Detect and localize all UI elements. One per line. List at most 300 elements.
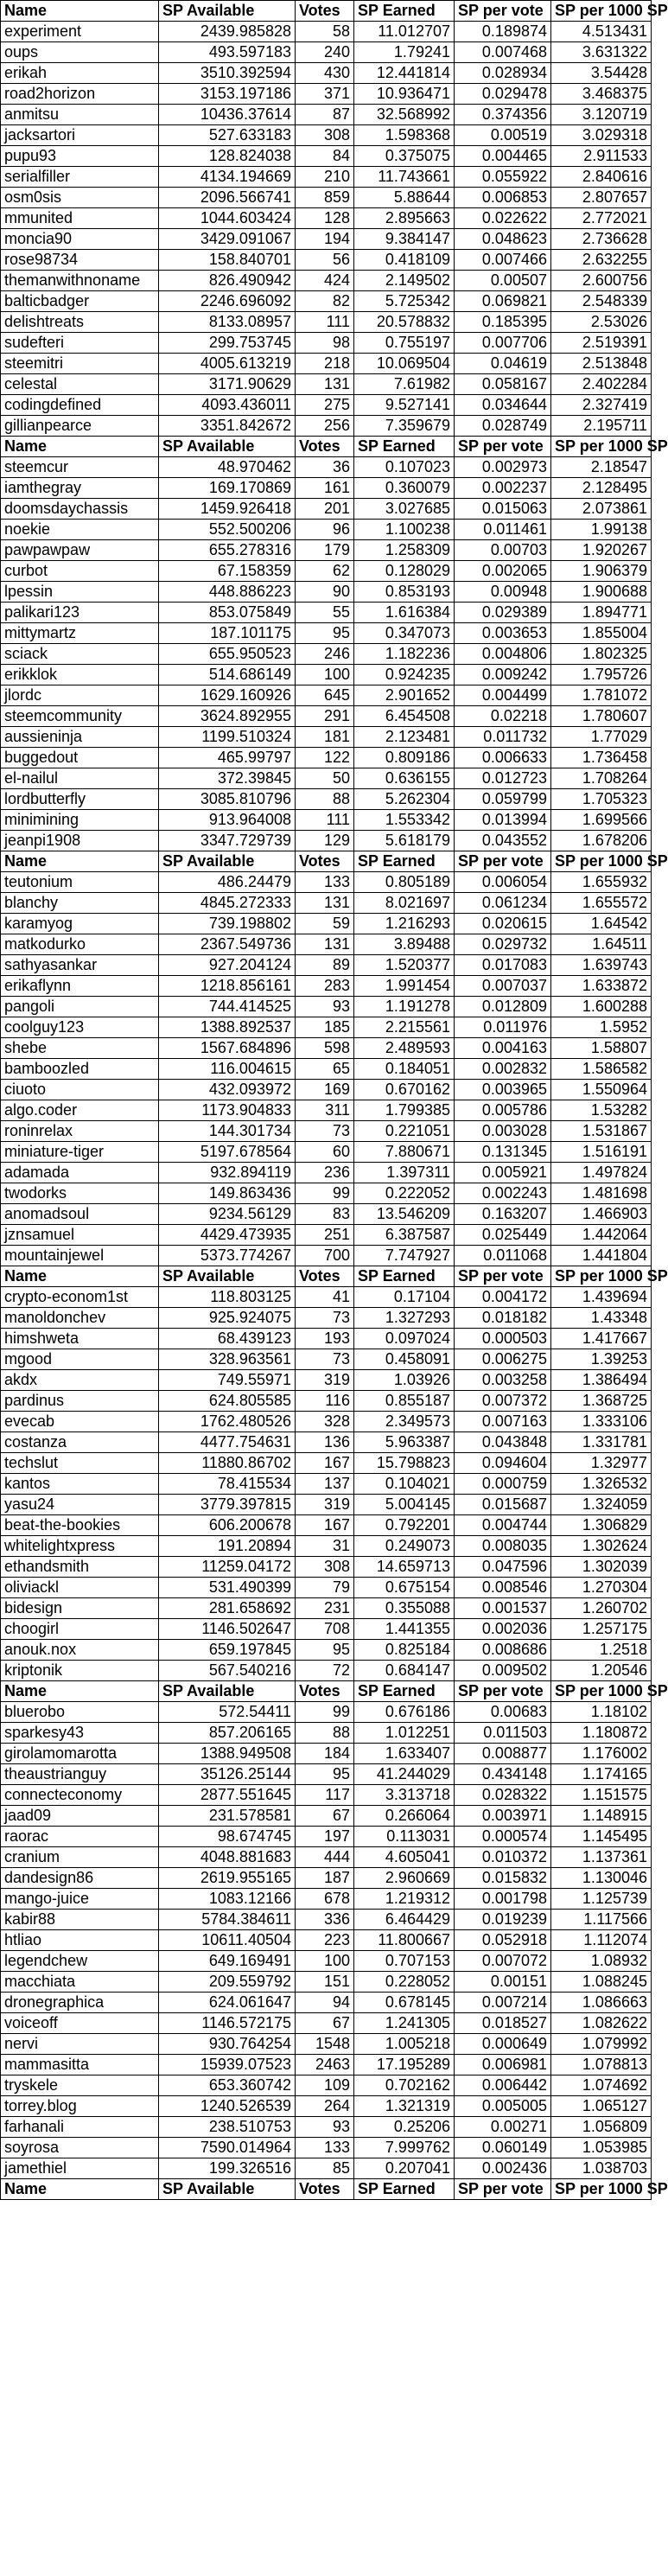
table-row — [1, 768, 652, 789]
cell-sp-per-1000-sp: 3.631322 — [551, 42, 652, 63]
column-header-sp-per-1000-sp: SP per 1000 SP — [551, 1266, 652, 1287]
table-row — [1, 105, 652, 125]
cell-name: kriptonik — [1, 1661, 159, 1681]
cell-name: akdx — [1, 1370, 159, 1391]
cell-votes: 111 — [296, 312, 354, 333]
cell-sp-earned: 0.678145 — [354, 1993, 455, 2013]
cell-name: pawpawpaw — [1, 540, 159, 561]
cell-sp-available: 5197.678564 — [159, 1142, 296, 1163]
cell-sp-per-vote: 0.060149 — [455, 2138, 551, 2158]
column-header-sp-earned: SP Earned — [354, 851, 455, 872]
table-row — [1, 146, 652, 167]
cell-sp-available: 913.964008 — [159, 810, 296, 831]
cell-sp-per-vote: 0.374356 — [455, 105, 551, 125]
cell-name: crypto-econom1st — [1, 1287, 159, 1308]
table-row — [1, 644, 652, 665]
cell-votes: 210 — [296, 167, 354, 188]
cell-sp-earned: 0.825184 — [354, 1640, 455, 1661]
cell-sp-earned: 1.327293 — [354, 1308, 455, 1329]
table-row — [1, 1308, 652, 1329]
cell-sp-available: 67.158359 — [159, 561, 296, 582]
cell-sp-earned: 0.113031 — [354, 1827, 455, 1847]
table-row — [1, 1640, 652, 1661]
column-header-sp-earned: SP Earned — [354, 1266, 455, 1287]
cell-sp-per-vote: 0.003965 — [455, 1080, 551, 1100]
cell-name: costanza — [1, 1432, 159, 1453]
table-row — [1, 2075, 652, 2096]
cell-sp-available: 1173.904833 — [159, 1100, 296, 1121]
cell-sp-available: 231.578581 — [159, 1806, 296, 1827]
cell-votes: 169 — [296, 1080, 354, 1100]
cell-name: choogirl — [1, 1619, 159, 1640]
cell-sp-per-vote: 0.006853 — [455, 188, 551, 208]
cell-sp-per-1000-sp: 1.639743 — [551, 955, 652, 976]
cell-sp-earned: 14.659713 — [354, 1557, 455, 1578]
cell-name: palikari123 — [1, 603, 159, 623]
cell-sp-available: 4134.194669 — [159, 167, 296, 188]
cell-sp-earned: 2.489593 — [354, 1038, 455, 1059]
cell-sp-earned: 7.747927 — [354, 1246, 455, 1266]
cell-sp-per-vote: 0.163207 — [455, 1204, 551, 1225]
column-header-votes: Votes — [296, 1, 354, 22]
cell-sp-per-vote: 0.000649 — [455, 2034, 551, 2055]
table-row — [1, 1557, 652, 1578]
cell-sp-available: 624.061647 — [159, 1993, 296, 2013]
cell-name: theaustrianguy — [1, 1764, 159, 1785]
column-header-sp-per-vote: SP per vote — [455, 1266, 551, 1287]
cell-sp-per-1000-sp: 1.417667 — [551, 1329, 652, 1349]
column-header-sp-per-1000-sp: SP per 1000 SP — [551, 437, 652, 457]
table-row — [1, 333, 652, 354]
cell-sp-earned: 11.012707 — [354, 22, 455, 42]
cell-name: steemitri — [1, 354, 159, 374]
cell-name: evecab — [1, 1412, 159, 1432]
cell-name: girolamomarotta — [1, 1744, 159, 1764]
cell-sp-per-vote: 0.011976 — [455, 1017, 551, 1038]
cell-name: celestal — [1, 374, 159, 395]
table-row — [1, 872, 652, 893]
table-row — [1, 1951, 652, 1972]
cell-votes: 708 — [296, 1619, 354, 1640]
cell-votes: 133 — [296, 2138, 354, 2158]
cell-votes: 55 — [296, 603, 354, 623]
cell-sp-per-vote: 0.00151 — [455, 1972, 551, 1993]
cell-sp-per-1000-sp: 1.736458 — [551, 748, 652, 768]
cell-votes: 133 — [296, 872, 354, 893]
table-row — [1, 1806, 652, 1827]
cell-votes: 95 — [296, 1764, 354, 1785]
column-header-sp-per-1000-sp: SP per 1000 SP — [551, 851, 652, 872]
column-header-votes: Votes — [296, 2179, 354, 2200]
cell-name: bamboozled — [1, 1059, 159, 1080]
cell-name: nervi — [1, 2034, 159, 2055]
table-row — [1, 810, 652, 831]
cell-sp-earned: 0.097024 — [354, 1329, 455, 1349]
header-row — [1, 1266, 652, 1287]
cell-sp-per-1000-sp: 1.900688 — [551, 582, 652, 603]
cell-sp-earned: 3.89488 — [354, 934, 455, 955]
cell-sp-available: 927.204124 — [159, 955, 296, 976]
cell-sp-available: 238.510753 — [159, 2117, 296, 2138]
table-row — [1, 2034, 652, 2055]
cell-votes: 60 — [296, 1142, 354, 1163]
cell-sp-per-vote: 0.058167 — [455, 374, 551, 395]
cell-sp-available: 128.824038 — [159, 146, 296, 167]
table-row — [1, 789, 652, 810]
cell-name: jlordc — [1, 685, 159, 706]
cell-sp-per-vote: 0.007372 — [455, 1391, 551, 1412]
cell-sp-available: 48.970462 — [159, 457, 296, 478]
cell-sp-per-vote: 0.006442 — [455, 2075, 551, 2096]
cell-sp-per-1000-sp: 1.386494 — [551, 1370, 652, 1391]
cell-sp-per-vote: 0.015832 — [455, 1868, 551, 1889]
cell-votes: 111 — [296, 810, 354, 831]
cell-votes: 136 — [296, 1432, 354, 1453]
cell-votes: 94 — [296, 1993, 354, 2013]
cell-sp-available: 11259.04172 — [159, 1557, 296, 1578]
table-row — [1, 1329, 652, 1349]
cell-name: cranium — [1, 1847, 159, 1868]
cell-votes: 73 — [296, 1349, 354, 1370]
cell-sp-available: 15939.07523 — [159, 2055, 296, 2075]
cell-sp-per-1000-sp: 1.802325 — [551, 644, 652, 665]
column-header-sp-earned: SP Earned — [354, 1681, 455, 1702]
cell-sp-per-vote: 0.007037 — [455, 976, 551, 997]
cell-sp-earned: 0.355088 — [354, 1598, 455, 1619]
cell-sp-per-1000-sp: 1.148915 — [551, 1806, 652, 1827]
cell-sp-per-vote: 0.004744 — [455, 1515, 551, 1536]
cell-votes: 598 — [296, 1038, 354, 1059]
cell-sp-available: 116.004615 — [159, 1059, 296, 1080]
cell-name: steemcur — [1, 457, 159, 478]
cell-name: gillianpearce — [1, 416, 159, 437]
cell-sp-per-1000-sp: 2.073861 — [551, 499, 652, 520]
cell-sp-available: 1762.480526 — [159, 1412, 296, 1432]
cell-sp-available: 7590.014964 — [159, 2138, 296, 2158]
column-header-name: Name — [1, 2179, 159, 2200]
cell-sp-per-vote: 0.043848 — [455, 1432, 551, 1453]
cell-votes: 151 — [296, 1972, 354, 1993]
cell-votes: 129 — [296, 831, 354, 851]
table-row — [1, 1349, 652, 1370]
column-header-sp-available: SP Available — [159, 851, 296, 872]
cell-sp-earned: 1.216293 — [354, 914, 455, 934]
table-row — [1, 416, 652, 437]
cell-sp-available: 486.24479 — [159, 872, 296, 893]
cell-votes: 223 — [296, 1930, 354, 1951]
cell-sp-available: 11880.86702 — [159, 1453, 296, 1474]
table-row — [1, 1142, 652, 1163]
cell-name: adamada — [1, 1163, 159, 1183]
cell-votes: 87 — [296, 105, 354, 125]
cell-sp-earned: 3.027685 — [354, 499, 455, 520]
cell-sp-per-vote: 0.04619 — [455, 354, 551, 374]
table-row — [1, 893, 652, 914]
cell-sp-earned: 1.79241 — [354, 42, 455, 63]
cell-name: serialfiller — [1, 167, 159, 188]
cell-sp-available: 10436.37614 — [159, 105, 296, 125]
cell-sp-available: 567.540216 — [159, 1661, 296, 1681]
cell-sp-earned: 0.805189 — [354, 872, 455, 893]
table-row — [1, 976, 652, 997]
column-header-name: Name — [1, 1681, 159, 1702]
cell-sp-available: 118.803125 — [159, 1287, 296, 1308]
table-row — [1, 1204, 652, 1225]
cell-sp-per-1000-sp: 1.079992 — [551, 2034, 652, 2055]
cell-sp-per-1000-sp: 2.128495 — [551, 478, 652, 499]
table-row — [1, 271, 652, 291]
table-row — [1, 22, 652, 42]
table-row — [1, 831, 652, 851]
cell-sp-earned: 1.616384 — [354, 603, 455, 623]
column-header-votes: Votes — [296, 1681, 354, 1702]
cell-sp-per-vote: 0.007163 — [455, 1412, 551, 1432]
table-row — [1, 208, 652, 229]
cell-sp-per-vote: 0.061234 — [455, 893, 551, 914]
cell-sp-per-1000-sp: 2.513848 — [551, 354, 652, 374]
cell-sp-per-vote: 0.029478 — [455, 84, 551, 105]
cell-votes: 116 — [296, 1391, 354, 1412]
cell-sp-per-vote: 0.000759 — [455, 1474, 551, 1495]
table-row — [1, 561, 652, 582]
cell-sp-per-vote: 0.043552 — [455, 831, 551, 851]
cell-votes: 167 — [296, 1515, 354, 1536]
cell-votes: 96 — [296, 520, 354, 540]
cell-sp-per-vote: 0.189874 — [455, 22, 551, 42]
cell-sp-available: 3171.90629 — [159, 374, 296, 395]
table-row — [1, 1370, 652, 1391]
table-row — [1, 540, 652, 561]
cell-sp-earned: 1.598368 — [354, 125, 455, 146]
cell-votes: 62 — [296, 561, 354, 582]
table-row — [1, 1391, 652, 1412]
table-row — [1, 1744, 652, 1764]
cell-sp-per-1000-sp: 2.53026 — [551, 312, 652, 333]
cell-name: jamethiel — [1, 2158, 159, 2179]
cell-sp-per-vote: 0.010372 — [455, 1847, 551, 1868]
cell-sp-per-1000-sp: 1.442064 — [551, 1225, 652, 1246]
table-row — [1, 1515, 652, 1536]
cell-name: sparkesy43 — [1, 1723, 159, 1744]
cell-name: buggedout — [1, 748, 159, 768]
cell-name: steemcommunity — [1, 706, 159, 727]
cell-sp-earned: 11.743661 — [354, 167, 455, 188]
table-row — [1, 1100, 652, 1121]
cell-sp-earned: 9.527141 — [354, 395, 455, 416]
cell-name: tryskele — [1, 2075, 159, 2096]
table-row — [1, 1121, 652, 1142]
cell-votes: 93 — [296, 2117, 354, 2138]
cell-name: bidesign — [1, 1598, 159, 1619]
cell-sp-available: 4048.881683 — [159, 1847, 296, 1868]
table-row — [1, 1598, 652, 1619]
cell-name: erikaflynn — [1, 976, 159, 997]
cell-sp-available: 624.805585 — [159, 1391, 296, 1412]
cell-sp-available: 826.490942 — [159, 271, 296, 291]
cell-sp-per-1000-sp: 2.807657 — [551, 188, 652, 208]
cell-sp-per-1000-sp: 1.137361 — [551, 1847, 652, 1868]
cell-sp-earned: 6.464429 — [354, 1910, 455, 1930]
cell-sp-available: 493.597183 — [159, 42, 296, 63]
cell-sp-per-1000-sp: 1.586582 — [551, 1059, 652, 1080]
cell-sp-earned: 1.182236 — [354, 644, 455, 665]
cell-sp-per-vote: 0.005005 — [455, 2096, 551, 2117]
cell-sp-available: 158.840701 — [159, 250, 296, 271]
table-row — [1, 1080, 652, 1100]
cell-sp-available: 930.764254 — [159, 2034, 296, 2055]
cell-name: erikklok — [1, 665, 159, 685]
cell-sp-available: 144.301734 — [159, 1121, 296, 1142]
cell-sp-available: 299.753745 — [159, 333, 296, 354]
cell-sp-per-1000-sp: 1.260702 — [551, 1598, 652, 1619]
cell-name: pardinus — [1, 1391, 159, 1412]
cell-sp-per-1000-sp: 1.441804 — [551, 1246, 652, 1266]
header-row — [1, 1, 652, 22]
cell-sp-earned: 0.809186 — [354, 748, 455, 768]
cell-sp-per-vote: 0.004172 — [455, 1287, 551, 1308]
cell-sp-earned: 1.03926 — [354, 1370, 455, 1391]
cell-sp-available: 199.326516 — [159, 2158, 296, 2179]
cell-sp-per-1000-sp: 1.257175 — [551, 1619, 652, 1640]
cell-sp-available: 2439.985828 — [159, 22, 296, 42]
cell-name: curbot — [1, 561, 159, 582]
cell-sp-available: 1218.856161 — [159, 976, 296, 997]
cell-sp-per-vote: 0.434148 — [455, 1764, 551, 1785]
cell-sp-per-vote: 0.003653 — [455, 623, 551, 644]
cell-sp-per-1000-sp: 1.056809 — [551, 2117, 652, 2138]
cell-sp-per-1000-sp: 1.145495 — [551, 1827, 652, 1847]
cell-name: connecteconomy — [1, 1785, 159, 1806]
cell-name: lpessin — [1, 582, 159, 603]
cell-votes: 137 — [296, 1474, 354, 1495]
column-header-sp-per-1000-sp: SP per 1000 SP — [551, 2179, 652, 2200]
cell-sp-per-vote: 0.002065 — [455, 561, 551, 582]
table-row — [1, 1723, 652, 1744]
cell-sp-available: 1388.892537 — [159, 1017, 296, 1038]
cell-sp-earned: 2.895663 — [354, 208, 455, 229]
table-row — [1, 1578, 652, 1598]
cell-votes: 308 — [296, 125, 354, 146]
cell-sp-per-1000-sp: 1.08932 — [551, 1951, 652, 1972]
cell-name: experiment — [1, 22, 159, 42]
cell-sp-per-1000-sp: 2.18547 — [551, 457, 652, 478]
cell-name: dronegraphica — [1, 1993, 159, 2013]
cell-name: yasu24 — [1, 1495, 159, 1515]
cell-sp-available: 925.924075 — [159, 1308, 296, 1329]
cell-sp-per-vote: 0.004499 — [455, 685, 551, 706]
cell-sp-earned: 0.684147 — [354, 1661, 455, 1681]
cell-sp-available: 1199.510324 — [159, 727, 296, 748]
cell-sp-per-vote: 0.012723 — [455, 768, 551, 789]
cell-votes: 167 — [296, 1453, 354, 1474]
cell-name: torrey.blog — [1, 2096, 159, 2117]
cell-sp-per-1000-sp: 1.466903 — [551, 1204, 652, 1225]
cell-votes: 31 — [296, 1536, 354, 1557]
cell-sp-per-1000-sp: 2.402284 — [551, 374, 652, 395]
cell-sp-earned: 7.999762 — [354, 2138, 455, 2158]
cell-sp-per-vote: 0.006633 — [455, 748, 551, 768]
cell-name: jaad09 — [1, 1806, 159, 1827]
cell-sp-per-vote: 0.052918 — [455, 1930, 551, 1951]
table-row — [1, 623, 652, 644]
cell-name: mmunited — [1, 208, 159, 229]
cell-name: mgood — [1, 1349, 159, 1370]
cell-sp-available: 749.55971 — [159, 1370, 296, 1391]
cell-sp-earned: 0.25206 — [354, 2117, 455, 2138]
cell-sp-available: 5373.774267 — [159, 1246, 296, 1266]
cell-sp-per-1000-sp: 1.125739 — [551, 1889, 652, 1910]
cell-votes: 311 — [296, 1100, 354, 1121]
cell-sp-earned: 1.012251 — [354, 1723, 455, 1744]
cell-sp-per-1000-sp: 2.736628 — [551, 229, 652, 250]
cell-sp-per-1000-sp: 1.894771 — [551, 603, 652, 623]
cell-votes: 65 — [296, 1059, 354, 1080]
cell-sp-earned: 17.195289 — [354, 2055, 455, 2075]
cell-sp-per-vote: 0.02218 — [455, 706, 551, 727]
cell-name: voiceoff — [1, 2013, 159, 2034]
cell-sp-per-vote: 0.019239 — [455, 1910, 551, 1930]
cell-sp-per-vote: 0.00271 — [455, 2117, 551, 2138]
cell-sp-per-1000-sp: 1.708264 — [551, 768, 652, 789]
cell-sp-per-vote: 0.094604 — [455, 1453, 551, 1474]
cell-sp-earned: 0.853193 — [354, 582, 455, 603]
cell-sp-earned: 0.184051 — [354, 1059, 455, 1080]
cell-votes: 72 — [296, 1661, 354, 1681]
cell-sp-per-vote: 0.002832 — [455, 1059, 551, 1080]
cell-name: jznsamuel — [1, 1225, 159, 1246]
cell-votes: 56 — [296, 250, 354, 271]
cell-votes: 193 — [296, 1329, 354, 1349]
cell-sp-available: 4477.754631 — [159, 1432, 296, 1453]
cell-sp-earned: 0.222052 — [354, 1183, 455, 1204]
column-header-sp-available: SP Available — [159, 2179, 296, 2200]
cell-sp-per-1000-sp: 1.497824 — [551, 1163, 652, 1183]
cell-votes: 58 — [296, 22, 354, 42]
cell-sp-available: 3429.091067 — [159, 229, 296, 250]
cell-sp-per-1000-sp: 2.840616 — [551, 167, 652, 188]
cell-sp-available: 2096.566741 — [159, 188, 296, 208]
cell-sp-earned: 1.100238 — [354, 520, 455, 540]
cell-sp-per-1000-sp: 1.439694 — [551, 1287, 652, 1308]
cell-sp-per-vote: 0.00519 — [455, 125, 551, 146]
cell-sp-earned: 7.880671 — [354, 1142, 455, 1163]
cell-sp-available: 659.197845 — [159, 1640, 296, 1661]
table-row — [1, 1038, 652, 1059]
cell-sp-earned: 3.313718 — [354, 1785, 455, 1806]
cell-sp-earned: 0.347073 — [354, 623, 455, 644]
cell-sp-per-vote: 0.013994 — [455, 810, 551, 831]
cell-sp-per-vote: 0.00703 — [455, 540, 551, 561]
cell-votes: 201 — [296, 499, 354, 520]
table-row — [1, 1536, 652, 1557]
cell-sp-per-vote: 0.003258 — [455, 1370, 551, 1391]
cell-sp-earned: 5.618179 — [354, 831, 455, 851]
cell-sp-per-1000-sp: 2.911533 — [551, 146, 652, 167]
column-header-sp-earned: SP Earned — [354, 437, 455, 457]
cell-sp-per-vote: 0.006275 — [455, 1349, 551, 1370]
cell-sp-per-1000-sp: 1.516191 — [551, 1142, 652, 1163]
cell-sp-per-1000-sp: 1.174165 — [551, 1764, 652, 1785]
cell-votes: 319 — [296, 1495, 354, 1515]
cell-votes: 194 — [296, 229, 354, 250]
cell-sp-per-1000-sp: 1.151575 — [551, 1785, 652, 1806]
table-row — [1, 395, 652, 416]
cell-sp-per-1000-sp: 1.20546 — [551, 1661, 652, 1681]
cell-sp-per-1000-sp: 1.18102 — [551, 1702, 652, 1723]
cell-name: shebe — [1, 1038, 159, 1059]
cell-sp-earned: 10.069504 — [354, 354, 455, 374]
cell-sp-earned: 0.458091 — [354, 1349, 455, 1370]
